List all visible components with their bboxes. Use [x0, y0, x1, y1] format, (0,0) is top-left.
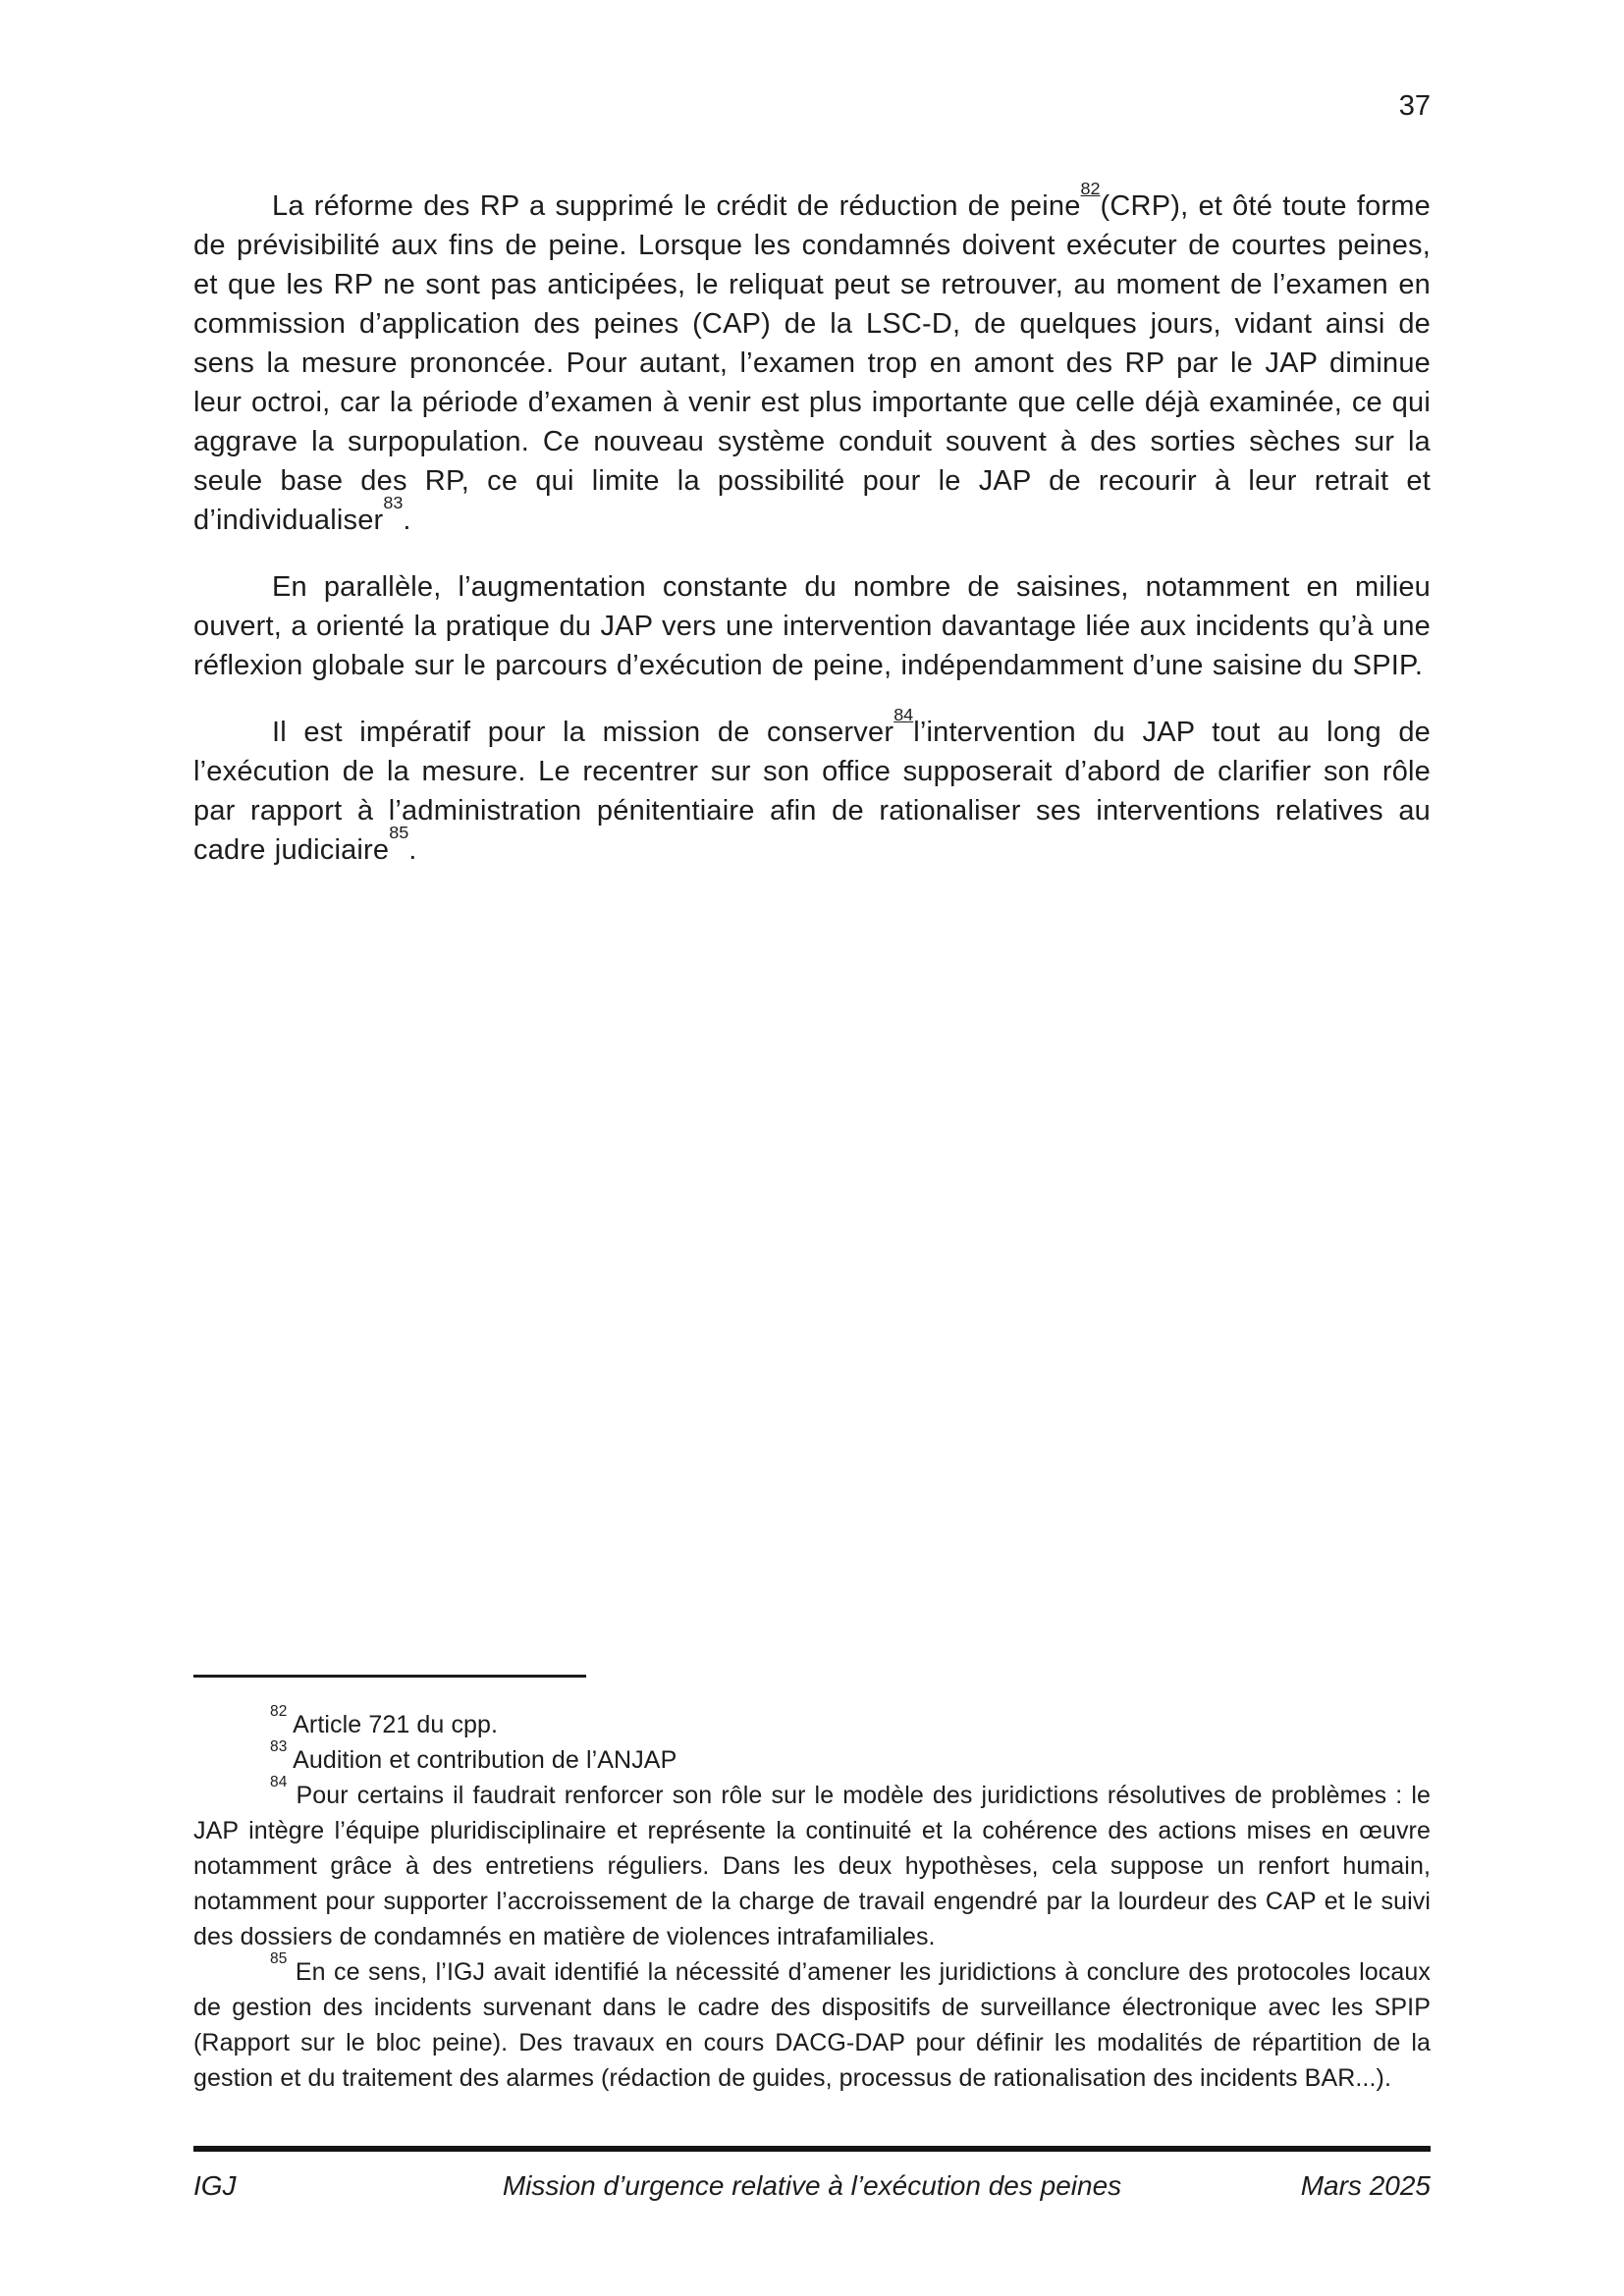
paragraph-text: . — [408, 834, 417, 866]
page-footer — [193, 2146, 1431, 2203]
paragraph-2 — [193, 567, 1431, 685]
paragraph-text: La réforme des RP a supprimé le crédit de réduction de peine — [272, 190, 1081, 222]
footnote-text: Pour certains il faudrait renforcer son rôle sur le modèle des juridictions résolutives de problèmes : le JAP intègre l’équipe pluridisciplinaire et représente la continuité et la cohérence des actions mises en œuvre notamment grâce à des entretiens réguliers. Dans les deux hypothèses, cela suppose un renfort humain, notamment pour supporter l’accroissement de la charge de travail engendré par la lourdeur des CAP et le suivi des dossiers de condamnés en matière de violences intrafamiliales. — [193, 1782, 1431, 1950]
footnote-85 — [193, 1949, 1431, 2096]
paragraph-text: Il est impératif pour la mission de conserver — [272, 717, 894, 748]
paragraph-3 — [193, 705, 1431, 870]
footnote-number: 82 — [270, 1702, 288, 1720]
footnote-number: 83 — [270, 1737, 288, 1755]
footnote-separator-rule — [193, 1675, 586, 1678]
footnotes-section — [193, 1675, 1431, 2096]
footnote-84 — [193, 1773, 1431, 1954]
footnote-text: En ce sens, l’IGJ avait identifié la nécessité d’amener les juridictions à conclure des protocoles locaux de gestion des incidents survenant dans le cadre des dispositifs de surveillance électronique avec les SPIP (Rapport sur le bloc peine). Des travaux en cours DACG-DAP pour définir les modalités de répartition de la gestion et du traitement des alarmes (rédaction de guides, processus de rationalisation des incidents BAR...). — [193, 1958, 1431, 2092]
footer-title: Mission d’urgence relative à l’exécution des peines — [502, 2170, 1122, 2201]
footnote-ref-84[interactable]: 84 — [893, 705, 914, 725]
footnote-83 — [193, 1737, 1431, 1778]
footnote-number: 85 — [270, 1949, 288, 1967]
footnote-text: Audition et contribution de l’ANJAP — [293, 1746, 677, 1774]
paragraph-text: . — [403, 505, 411, 536]
body-text — [193, 179, 1431, 897]
footnote-ref-82[interactable]: 82 — [1080, 179, 1101, 199]
page-number: 37 — [1398, 90, 1431, 122]
footnote-text: Article 721 du cpp. — [293, 1711, 499, 1738]
footnote-number: 84 — [270, 1773, 288, 1790]
footer-org: IGJ — [193, 2170, 237, 2201]
paragraph-text: l’intervention du JAP tout au long de l’exécution de la mesure. Le recentrer sur son office supposerait d’abord de clarifier son rôle par rapport à l’administration pénitentiaire afin de rationaliser ses interventions relatives au cadre judiciaire — [193, 717, 1431, 866]
footnote-ref-83: 83 — [383, 493, 404, 513]
footnote-82 — [193, 1702, 1431, 1742]
footnote-ref-85: 85 — [389, 823, 409, 843]
paragraph-text: (CRP), et ôté toute forme de prévisibilité aux fins de peine. Lorsque les condamnés doivent exécuter de courtes peines, et que les RP ne sont pas anticipées, le reliquat peut se retrouver, au moment de l’examen en commission d’application des peines (CAP) de la LSC-D, de quelques jours, vidant ainsi de sens la mesure prononcée. Pour autant, l’examen trop en amont des RP par le JAP diminue leur octroi, car la période d’examen à venir est plus importante que celle déjà examinée, ce qui aggrave la surpopulation. Ce nouveau système conduit souvent à des sorties sèches sur la seule base des RP, ce qui limite la possibilité pour le JAP de recourir à leur retrait et d’individualiser — [193, 190, 1431, 536]
paragraph-text: En parallèle, l’augmentation constante du nombre de saisines, notamment en milieu ouvert, a orienté la pratique du JAP vers une intervention davantage liée aux incidents qu’à une réflexion globale sur le parcours d’exécution de peine, indépendamment d’une saisine du SPIP. — [193, 571, 1431, 681]
footer-date: Mars 2025 — [1300, 2170, 1431, 2201]
paragraph-1 — [193, 179, 1431, 540]
